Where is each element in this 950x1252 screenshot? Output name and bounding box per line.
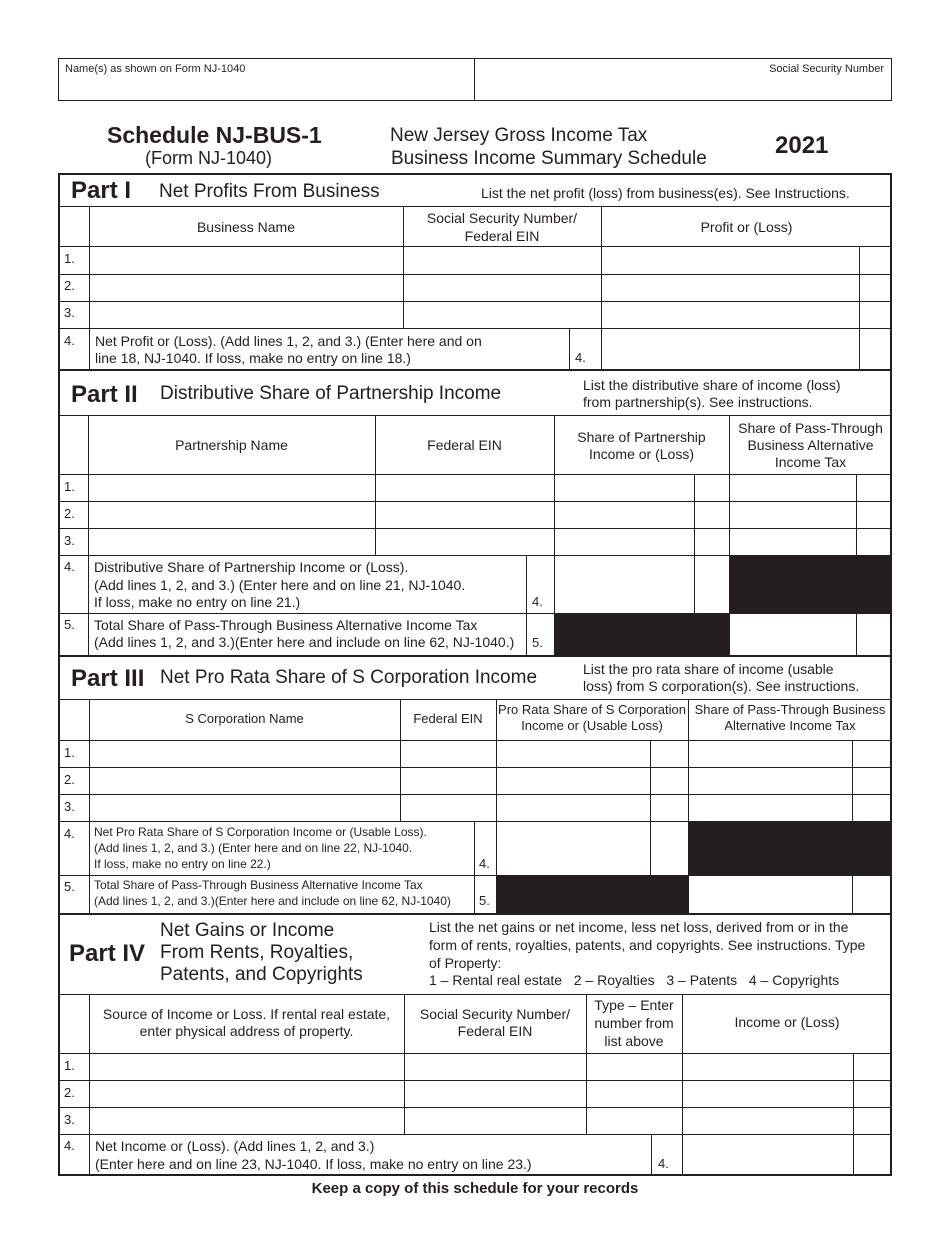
part3-share-3[interactable] xyxy=(499,797,648,819)
part1-line4-ref: 4. xyxy=(575,350,586,365)
part2-title: Distributive Share of Partnership Income xyxy=(160,383,502,404)
part1-total-profit[interactable] xyxy=(604,331,857,367)
line-number: 1. xyxy=(64,1058,75,1073)
part1-profit-3[interactable] xyxy=(604,303,857,325)
part3-line4-text3: If loss, make no entry on line 22.) xyxy=(94,857,271,871)
divider xyxy=(58,740,892,741)
part3-line4-ref: 4. xyxy=(479,856,490,871)
col-federal-ein: Federal EIN xyxy=(427,437,502,453)
divider xyxy=(58,328,892,329)
col-type-3: list above xyxy=(604,1033,664,1049)
part2-pte-tax-3[interactable] xyxy=(732,531,854,553)
part3-total-share[interactable] xyxy=(499,824,648,873)
part3-total-pte-tax[interactable] xyxy=(691,878,850,912)
divider xyxy=(58,415,892,416)
part3-corp-name-3[interactable] xyxy=(92,797,398,819)
part4-source-2[interactable] xyxy=(92,1083,402,1105)
divider xyxy=(58,767,892,768)
part3-share-2[interactable] xyxy=(499,770,648,792)
divider xyxy=(58,994,892,995)
part2-ein-3[interactable] xyxy=(378,531,552,553)
divider xyxy=(859,246,860,369)
part1-business-name-1[interactable] xyxy=(92,249,401,271)
divider xyxy=(58,655,892,657)
part2-share-cents-2[interactable] xyxy=(697,504,727,526)
part3-pte-tax-cents-3[interactable] xyxy=(855,797,890,819)
part4-income-2[interactable] xyxy=(685,1083,851,1105)
col-pass-through-3: Income Tax xyxy=(774,454,847,470)
part1-title: Net Profits From Business xyxy=(159,181,380,202)
divider xyxy=(58,699,892,700)
line-number: 2. xyxy=(64,772,75,787)
part4-instruction1: List the net gains or net income, less net loss, derived from or in the xyxy=(429,919,849,935)
col-pass-through-2: Alternative Income Tax xyxy=(724,718,856,733)
part2-pte-tax-cents-2[interactable] xyxy=(859,504,890,526)
line-number: 3. xyxy=(64,1112,75,1127)
col-source-2: enter physical address of property. xyxy=(139,1023,354,1039)
divider xyxy=(58,875,892,876)
divider xyxy=(58,1134,892,1135)
part3-corp-name-2[interactable] xyxy=(92,770,398,792)
line-number: 4. xyxy=(64,826,75,841)
line-number: 4. xyxy=(64,333,75,348)
part3-line5-text1: Total Share of Pass-Through Business Alternative Income Tax xyxy=(94,878,423,892)
line-number: 2. xyxy=(64,278,75,293)
divider xyxy=(58,613,892,614)
divider xyxy=(474,58,475,101)
part4-ein-3[interactable] xyxy=(407,1110,584,1132)
part2-total-share-cents[interactable] xyxy=(697,558,727,611)
col-pass-through-2: Business Alternative xyxy=(747,437,874,453)
divider xyxy=(58,206,892,207)
col-profit-loss: Profit or (Loss) xyxy=(700,219,793,235)
form-reference: (Form NJ-1040) xyxy=(145,148,273,168)
divider xyxy=(58,301,892,302)
part4-income-3[interactable] xyxy=(685,1110,851,1132)
part4-title3: Patents, and Copyrights xyxy=(160,964,363,985)
col-s-corp-name: S Corporation Name xyxy=(185,711,304,726)
part2-instruction1: List the distributive share of income (loss) xyxy=(583,377,841,393)
col-pass-through-1: Share of Pass-Through Business xyxy=(694,702,886,717)
col-type-1: Type – Enter xyxy=(594,997,674,1013)
footer-note: Keep a copy of this schedule for your records xyxy=(311,1180,639,1197)
part1-ein-1[interactable] xyxy=(406,249,599,271)
part4-instruction3: of Property: xyxy=(429,955,502,971)
part1-business-name-3[interactable] xyxy=(92,303,401,325)
part1-profit-cents-2[interactable] xyxy=(862,276,890,298)
col-income-loss: Income or (Loss) xyxy=(734,1014,840,1030)
part2-line4-text2: (Add lines 1, 2, and 3.) (Enter here and on line 21, NJ-1040. xyxy=(94,577,466,593)
part4-title2: From Rents, Royalties, xyxy=(160,942,354,963)
part2-partnership-name-3[interactable] xyxy=(91,531,373,553)
line-number: 5. xyxy=(64,617,75,632)
divider xyxy=(89,699,90,914)
part1-ein-3[interactable] xyxy=(406,303,599,325)
part3-pte-tax-cents-2[interactable] xyxy=(855,770,890,792)
part3-share-cents-1[interactable] xyxy=(653,743,686,765)
part3-title: Net Pro Rata Share of S Corporation Income xyxy=(160,667,538,688)
line-number: 4. xyxy=(64,559,75,574)
divider xyxy=(58,1107,892,1108)
line-number: 1. xyxy=(64,479,75,494)
part3-pte-tax-2[interactable] xyxy=(691,770,850,792)
part4-title1: Net Gains or Income xyxy=(160,920,335,941)
part3-instruction2: loss) from S corporation(s). See instructions. xyxy=(583,678,860,694)
line-number: 1. xyxy=(64,745,75,760)
part4-income-cents-1[interactable] xyxy=(856,1056,890,1078)
part4-type-3[interactable] xyxy=(589,1110,680,1132)
line-number: 2. xyxy=(64,506,75,521)
col-ssn-ein-1: Social Security Number/ xyxy=(426,210,578,226)
part4-line4-text1: Net Income or (Loss). (Add lines 1, 2, and 3.) xyxy=(95,1138,375,1154)
part3-share-1[interactable] xyxy=(499,743,648,765)
part3-share-cents-3[interactable] xyxy=(653,797,686,819)
divider xyxy=(58,501,892,502)
part1-total-cents[interactable] xyxy=(862,331,890,367)
part2-line5-text1: Total Share of Pass-Through Business Alternative Income Tax xyxy=(94,617,478,633)
part3-line4-text2: (Add lines 1, 2, and 3.) (Enter here and on line 22, NJ-1040. xyxy=(94,841,413,855)
col-ssn-ein-2: Federal EIN xyxy=(464,228,540,244)
part1-label: Part I xyxy=(71,177,132,204)
divider xyxy=(58,913,892,915)
part3-line4-text1: Net Pro Rata Share of S Corporation Income or (Usable Loss). xyxy=(94,825,427,839)
line-number: 1. xyxy=(64,251,75,266)
col-type-2: number from xyxy=(594,1015,674,1031)
part2-partnership-name-1[interactable] xyxy=(91,477,373,499)
line-number: 3. xyxy=(64,799,75,814)
part3-pte-tax-cents-1[interactable] xyxy=(855,743,890,765)
part1-profit-cents-3[interactable] xyxy=(862,303,890,325)
part4-line4-text2: (Enter here and on line 23, NJ-1040. If loss, make no entry on line 23.) xyxy=(95,1156,532,1172)
subtitle-line1: New Jersey Gross Income Tax xyxy=(390,125,648,146)
divider xyxy=(474,821,475,914)
part1-profit-1[interactable] xyxy=(604,249,857,271)
part3-corp-name-1[interactable] xyxy=(92,743,398,765)
col-partnership-name: Partnership Name xyxy=(175,437,288,453)
part2-partnership-name-2[interactable] xyxy=(91,504,373,526)
part1-line4-text2: line 18, NJ-1040. If loss, make no entry on line 18.) xyxy=(95,350,411,366)
part2-line4-text1: Distributive Share of Partnership Income or (Loss). xyxy=(94,559,409,575)
part3-share-cents-2[interactable] xyxy=(653,770,686,792)
col-share-partnership-2: Income or (Loss) xyxy=(588,446,695,462)
part1-profit-cents-1[interactable] xyxy=(862,249,890,271)
part2-line4-ref: 4. xyxy=(532,594,543,609)
shaded-cell xyxy=(688,821,892,875)
part4-property-types: 1 – Rental real estate 2 – Royalties 3 – Patents 4 – Copyrights xyxy=(429,972,840,988)
part3-line5-text2: (Add lines 1, 2, and 3.)(Enter here and include on line 62, NJ-1040) xyxy=(94,894,451,908)
part4-total-income-cents[interactable] xyxy=(856,1137,890,1174)
part2-share-3[interactable] xyxy=(557,531,692,553)
divider xyxy=(852,875,853,914)
divider xyxy=(58,528,892,529)
part2-instruction2: from partnership(s). See instructions. xyxy=(583,394,813,410)
part4-line4-ref: 4. xyxy=(658,1156,669,1171)
shaded-cell xyxy=(554,613,729,655)
part2-total-pte-tax-cents[interactable] xyxy=(859,616,890,653)
divider xyxy=(58,1080,892,1081)
part4-source-1[interactable] xyxy=(92,1056,402,1078)
part2-label: Part II xyxy=(71,381,138,408)
divider xyxy=(526,555,527,655)
part3-total-pte-tax-cents[interactable] xyxy=(855,878,890,912)
divider xyxy=(853,1053,854,1176)
col-federal-ein: Federal EIN xyxy=(413,711,483,726)
name-field[interactable] xyxy=(62,78,470,98)
part4-income-cents-2[interactable] xyxy=(856,1083,890,1105)
part4-label: Part IV xyxy=(69,940,146,967)
part2-share-cents-3[interactable] xyxy=(697,531,727,553)
part4-type-2[interactable] xyxy=(589,1083,680,1105)
divider xyxy=(58,246,892,247)
part1-instruction: List the net profit (loss) from business(es). See Instructions. xyxy=(481,185,850,201)
part2-line4-text3: If loss, make no entry on line 21.) xyxy=(94,594,301,610)
part3-instruction1: List the pro rata share of income (usable xyxy=(583,661,834,677)
part4-instruction2: form of rents, royalties, patents, and copyrights. See instructions. Type xyxy=(429,937,866,953)
part2-share-cents-1[interactable] xyxy=(697,477,727,499)
part3-ein-3[interactable] xyxy=(403,797,494,819)
line-number: 4. xyxy=(64,1138,75,1153)
divider xyxy=(856,474,857,556)
part4-source-3[interactable] xyxy=(92,1110,402,1132)
part4-type-1[interactable] xyxy=(589,1056,680,1078)
divider xyxy=(650,740,651,875)
line-number: 3. xyxy=(64,305,75,320)
part4-income-1[interactable] xyxy=(685,1056,851,1078)
divider xyxy=(694,474,695,613)
col-business-name: Business Name xyxy=(196,219,296,235)
col-source-1: Source of Income or Loss. If rental real estate, xyxy=(102,1006,391,1022)
part2-total-pte-tax[interactable] xyxy=(732,616,854,653)
divider xyxy=(58,369,892,371)
line-number: 2. xyxy=(64,1085,75,1100)
divider xyxy=(852,740,853,822)
part3-pte-tax-1[interactable] xyxy=(691,743,850,765)
part1-line4-text1: Net Profit or (Loss). (Add lines 1, 2, and 3.) (Enter here and on xyxy=(95,333,482,349)
part3-label: Part III xyxy=(71,665,145,692)
divider xyxy=(569,328,570,369)
part2-share-2[interactable] xyxy=(557,504,692,526)
part2-share-1[interactable] xyxy=(557,477,692,499)
line-number: 3. xyxy=(64,533,75,548)
divider xyxy=(651,1134,652,1176)
part3-line5-ref: 5. xyxy=(479,893,490,908)
part2-pte-tax-1[interactable] xyxy=(732,477,854,499)
divider xyxy=(58,794,892,795)
part4-total-income[interactable] xyxy=(685,1137,851,1174)
part1-profit-2[interactable] xyxy=(604,276,857,298)
tax-year: 2021 xyxy=(775,132,829,159)
divider xyxy=(58,474,892,475)
col-ssn-ein-1: Social Security Number/ xyxy=(419,1006,571,1022)
part2-line5-ref: 5. xyxy=(532,635,543,650)
shaded-cell xyxy=(729,555,892,613)
part4-income-cents-3[interactable] xyxy=(856,1110,890,1132)
divider xyxy=(58,1053,892,1054)
shaded-cell xyxy=(496,875,688,914)
line-number: 5. xyxy=(64,879,75,894)
part2-pte-tax-2[interactable] xyxy=(732,504,854,526)
part1-ein-2[interactable] xyxy=(406,276,599,298)
part4-ein-2[interactable] xyxy=(407,1083,584,1105)
part4-ein-1[interactable] xyxy=(407,1056,584,1078)
part3-total-share-cents[interactable] xyxy=(653,824,686,873)
part3-ein-2[interactable] xyxy=(403,770,494,792)
col-pass-through-1: Share of Pass-Through xyxy=(738,420,883,436)
name-label: Name(s) as shown on Form NJ-1040 xyxy=(65,63,246,75)
divider xyxy=(58,274,892,275)
part2-total-share[interactable] xyxy=(557,558,692,611)
col-pro-rata-1: Pro Rata Share of S Corporation xyxy=(498,702,686,717)
part3-pte-tax-3[interactable] xyxy=(691,797,850,819)
part2-line5-text2: (Add lines 1, 2, and 3.)(Enter here and include on line 62, NJ-1040.) xyxy=(94,634,515,650)
schedule-title: Schedule NJ-BUS-1 xyxy=(107,122,322,148)
part2-ein-2[interactable] xyxy=(378,504,552,526)
col-pro-rata-2: Income or (Usable Loss) xyxy=(521,718,663,733)
part3-ein-1[interactable] xyxy=(403,743,494,765)
part2-pte-tax-cents-3[interactable] xyxy=(859,531,890,553)
part2-pte-tax-cents-1[interactable] xyxy=(859,477,890,499)
col-ssn-ein-2: Federal EIN xyxy=(457,1023,533,1039)
part1-business-name-2[interactable] xyxy=(92,276,401,298)
subtitle-line2: Business Income Summary Schedule xyxy=(391,148,707,169)
ssn-label: Social Security Number xyxy=(769,63,884,75)
ssn-field[interactable] xyxy=(478,78,888,98)
part2-ein-1[interactable] xyxy=(378,477,552,499)
col-share-partnership-1: Share of Partnership xyxy=(577,429,706,445)
divider xyxy=(856,613,857,655)
